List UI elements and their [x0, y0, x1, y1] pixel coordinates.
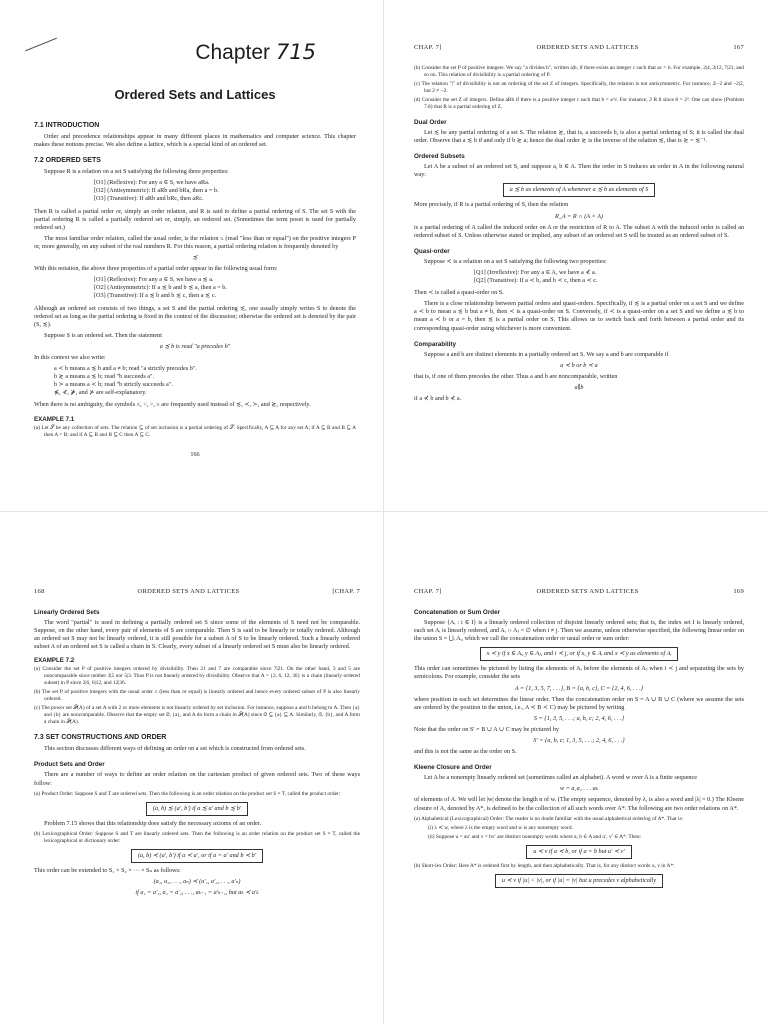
running-header: CHAP. 7] ORDERED SETS AND LATTICES 169 — [414, 588, 744, 595]
paragraph: This order can be extended to S₁ × S₂ × ··· × Sₙ as follows: — [34, 866, 181, 874]
relation-definitions: a ≺ b means a ≾ b and a ≠ b; read "a strictly precedes b". b ≿ a means a ≾ b; read "b succeeds a". b ≻ a means a ≺ b; read "b strictly succeeds a". ⋠, ⊀, ⋡, and ⊁ are self-explanatory. — [54, 365, 197, 397]
example-item: (d) Consider the set Z of integers. Define aRb if there is a positive integer r such that b = a^r. For instance, 2 R 8 since 8 = 2³. One can show (Problem 7.8) that R is a partial ordering of Z. — [414, 97, 744, 110]
quasi-axioms: [Q1] (Irreflexive): For any a ∈ A, we have a ⊀ a. [Q2] (Transitive): If a ≺ b, and b ≺ c, then a ≺ c. — [474, 268, 598, 285]
formula: w = a₁a₂ . . . aₖ — [559, 785, 599, 793]
paragraph: Suppose {Aᵢ : i ∈ I} is a linearly ordered collection of disjoint linearly ordered sets; that is, the index set I is linearly ordered, each set Aᵢ is linearly ordered, and Aᵢ ∩ Aⱼ = ∅ when i ≠ j. Then we assume, unless otherwise specified, the following linear order on the union S = ⋃ᵢ Aᵢ, which we call the concatenation order or usual order or sum order: — [414, 619, 744, 643]
paragraph: Then ≺ is called a quasi-order on S. — [414, 289, 504, 297]
paragraph: In this context we also write: — [34, 353, 106, 361]
concatenation-heading: Concatenation or Sum Order — [414, 609, 501, 616]
paragraph: and this is not the same as the order on S. — [414, 748, 517, 756]
example-7-1-heading: EXAMPLE 7.1 — [34, 415, 75, 423]
paragraph: The most familiar order relation, called the usual order, is the relation ≤ (read "less than or equal") on the positive integers P or, more generally, on any subset of the real numbers R. For this reason, a partial ordering relation is frequently denoted by — [34, 234, 356, 250]
paragraph: that is, if one of them precedes the other. Thus a and b are noncomparable, written — [414, 372, 618, 380]
order-axioms-1: [O1] (Reflexive): For any a ∈ S, we have aRa. [O2] (Antisymmetric): If aRb and bRa, then a = b. [O3] (Transitive): If aRb and bRc, then aRc. — [94, 179, 219, 203]
paragraph: There is a close relationship between partial orders and quasi-orders. Specifically, if ≾ is a partial order on a set S and we define a ≺ b to mean a ≾ b but a ≠ b, then ≺ is a quasi-order on S. Conversely, if ≺ is a quasi-order on a set S and we define a ≾ b to mean a ≺ b or a = b, then ≾ is a partial order on S. This allows us to switch back and forth between a partial order and its corresponding quasi-order using whichever is more convenient. — [414, 300, 744, 332]
running-header: CHAP. 7] ORDERED SETS AND LATTICES 167 — [414, 44, 744, 51]
page-number: 166 — [190, 450, 200, 458]
ordered-subsets-heading: Ordered Subsets — [414, 153, 465, 161]
paragraph: where position in each set determines the linear order. Then the concatenation order on S = A ∪ B ∪ C (where we assume the sets are ordered by the position in the union, i.e., A ≺ B ≺ C) may be pictured by writing — [414, 695, 744, 711]
list-item: (a) Product Order: Suppose S and T are ordered sets. Then the following is an order relation on the product set S × T, called the product order: — [34, 790, 341, 797]
boxed-formula: (a, b) ≺ (a′, b′) if a ≺ a′, or if a = a′ and b ≺ b′ — [131, 849, 263, 863]
formula: (a₁, a₂, . . ., aₙ) ≺ (a′₁, a′₂, . . ., a′ₙ) — [153, 878, 241, 886]
paragraph: is a partial ordering of A called the induced order on A or the restriction of R to A. The subset A with the induced order is called an ordered subset of S. Unless otherwise stated or implied, any subset of an ordered set S will be treated as an ordered subset of S. — [414, 223, 744, 239]
chapter-handwritten: 15 — [289, 40, 316, 64]
formula: S′ = {a, b, c; 1, 3, 5, . . .; 2, 4, 6, . . .} — [533, 737, 625, 745]
example-7-2-heading: EXAMPLE 7.2 — [34, 657, 75, 665]
formula: a ≺ b or b ≺ a — [560, 361, 598, 369]
section-7-1-text: Order and precedence relationships appear in many different places in mathematics and computer science. This chapter makes these notions precise. We also define a lattice, which is a special kind of an ordered set. — [34, 133, 356, 149]
paragraph: When there is no ambiguity, the symbols ≤, <, >, ≥ are frequently used instead of ≾, ≺, ≻, and ≿, respectively. — [34, 401, 311, 409]
example-item: (a) Let 𝒮 be any collection of sets. The relation ⊆ of set inclusion is a partial ordering of 𝒮. Specifically, A ⊆ A for any set A; if A ⊆ B and B ⊆ A then A = B; and if A ⊆ B and B ⊆ C then A ⊆ C. — [34, 424, 356, 438]
precedes-symbol: ≾ — [192, 254, 198, 262]
read-line: a ≾ b is read "a precedes b" — [159, 342, 231, 350]
paragraph: Let A be a nonempty linearly ordered set (sometimes called an alphabet). A word w over A is a finite sequence — [424, 774, 698, 782]
paragraph: Although an ordered set consists of two things, a set S and the partial ordering ≾, one usually simply writes S to denote the ordered set as long as the partial ordering is fixed in the context of the discussion; otherwise the ordered set is denoted by the pair (S, ≾). — [34, 304, 356, 328]
boxed-formula: (a, b) ≾ (a′, b′) if a ≾ a′ and b ≾ b′ — [146, 802, 248, 816]
section-7-2-heading: 7.2 ORDERED SETS — [34, 157, 101, 165]
page-166 — [0, 0, 384, 512]
chapter-heading: Chapter 715 — [195, 40, 316, 64]
paragraph: Let ≾ be any partial ordering of a set S. The relation ≿, that is, a succeeds b, is also a partial ordering of S; it is called the dual order. Observe that a ≾ b if and only if b ≿ a; hence the dual order ≿ is the inverse of the relation ≾, that is ≿ = ≾⁻¹. — [414, 129, 744, 145]
page-169 — [384, 512, 768, 1024]
example-item: (c) The relation "|" of divisibility is not an ordering of the set Z of integers. Specifically, the relation is not antisymmetric. For instance, 2|−2 and −2|2, but 2 ≠ −2. — [414, 81, 744, 94]
paragraph: Note that the order on S′ = B ∪ A ∪ C may be pictured by — [414, 725, 559, 733]
linearly-ordered-heading: Linearly Ordered Sets — [34, 609, 100, 616]
paragraph: The word "partial" is used in defining a partially ordered set S since some of the elements of S need not be comparable. Suppose, on the other hand, every pair of elements of S are comparable. Then S is said to be linearly or totally ordered. Although an ordered set S may not be linearly ordered, it is still possible for a subset A of S to be linearly ordered. Such a linearly ordered subset A of an ordered set S is called a chain in S. Clearly, every subset of a linearly ordered set S must also be linearly ordered. — [34, 619, 360, 651]
list-item: (b) Short-lex Order: Here A* is ordered first by length, and then alphabetically. That is, for any distinct words u, v in A*: — [414, 862, 675, 869]
list-item: (ii) Suppose u = au′ and v = bv′ are distinct nonempty words where a, b ∈ A and u′, v′ ∈ A*. Then: — [428, 833, 642, 840]
paragraph: This order can sometimes be pictured by listing the elements of Aᵢ before the elements of Aⱼ when i ≺ j and separating the sets by semicolons. For example, consider the sets — [414, 665, 744, 681]
page-167 — [384, 0, 768, 512]
comparability-heading: Comparability — [414, 340, 456, 348]
formula: A = {1, 3, 5, 7, . . .}, B = {a, b, c}, C = {2, 4, 6, . . .} — [514, 684, 644, 692]
paragraph: Suppose a and b are distinct elements in a partially ordered set S. We say a and b are comparable if — [424, 350, 669, 358]
order-axioms-2: [O1] (Reflexive): For any a ∈ S, we have a ≾ a. [O2] (Antisymmetric): If a ≾ b and b ≾ a, then a = b. [O3] (Transitive): If a ≾ b and b ≾ c, then a ≾ c. — [94, 276, 227, 300]
paragraph: Suppose S is an ordered set. Then the statement — [44, 331, 162, 339]
paragraph: Let A be a subset of an ordered set S, and suppose a, b ∈ A. Then the order in S induces an order in A in the following natural way: — [414, 163, 744, 179]
kleene-heading: Kleene Closure and Order — [414, 764, 492, 772]
boxed-formula: a ≾ b as elements of A whenever a ≾ b as elements of S — [503, 183, 656, 197]
running-header: 168 ORDERED SETS AND LATTICES [CHAP. 7 — [34, 588, 360, 595]
paragraph: Then R is called a partial order or, simply an order relation, and R is said to define a partial ordering of S. The set S with the partial ordering R is called a partially ordered set or, simply, an ordered set. (Sometimes the term poset is used for partially ordered set.) — [34, 207, 356, 231]
page-168 — [0, 512, 384, 1024]
paragraph: There are a number of ways to define an order relation on the cartesian product of given ordered sets. Two of these ways follow: — [34, 771, 360, 787]
chapter-title: Ordered Sets and Lattices — [114, 87, 276, 102]
boxed-formula: u ≺ v if a ≺ b, or if a = b but u′ ≺ v′ — [526, 845, 632, 859]
list-item: (a) Alphabetical (Lexicographical) Order: The reader is no doubt familiar with the usual alphabetical ordering of A*. That is: — [414, 815, 684, 822]
boxed-formula: u ≺ v if |u| < |v|, or if |u| = |v| but u precedes v alphabetically — [495, 874, 663, 888]
section-7-3-heading: 7.3 SET CONSTRUCTIONS AND ORDER — [34, 734, 167, 742]
paragraph: Problem 7.15 shows that this relationship does satisfy the necessary axioms of an order. — [44, 819, 262, 827]
dual-order-heading: Dual Order — [414, 119, 447, 126]
list-item: (b) Lexicographical Order: Suppose S and T are linearly ordered sets. Then the following is an order relation on the product set S × T, called the lexicographical or dictionary order: — [34, 830, 360, 844]
example-item: (b) The set P of positive integers with the usual order ≤ (less than or equal) is linearly ordered and hence every ordered subset of P is also linearly ordered. — [34, 689, 360, 703]
formula: a∥b — [574, 383, 584, 391]
formula: S = {1, 3, 5, . . .; a, b, c; 2, 4, 6, . . .} — [533, 714, 625, 722]
example-item: (b) Consider the set P of positive integers. We say "a divides b", written a|b, if there exists an integer c such that ac = b. For example, 2|4, 3|12, 7|21, and so on. This relation of divisibility is a partial ordering of P. — [414, 65, 744, 78]
example-item: (a) Consider the set P of positive integers ordered by divisibility. Then 21 and 7 are comparable since 7|21. On the other hand, 3 and 5 are noncomparable since neither 3|5 nor 5|3. Thus P is not linearly ordered by divisibility. Observe that A = {2, 6, 12, 36} is a chain (linearly ordered subset) in P since 2|6, 6|12, and 12|36. — [34, 666, 360, 687]
paragraph: of elements of A. We will let |w| denote the length n of w. (The empty sequence, denoted by λ, is also a word and |λ| = 0.) The Kleene closure of A, denoted by A*, is defined to be the collection of all such words over A*. The following are two order relations on A*. — [414, 796, 744, 812]
product-sets-heading: Product Sets and Order — [34, 761, 105, 769]
paragraph: if a ⊀ b and b ⊀ a. — [414, 394, 462, 402]
paragraph: This section discusses different ways of defining an order on a set which is constructed from ordered sets. — [44, 745, 306, 753]
example-item: (c) The power set 𝒫(A) of a set A with 2 or more elements is not linearly ordered by set inclusion. For instance, suppose a and b belong to A. Then {a} and {b} are noncomparable. Observe that the empty set ∅, {a}, and A do form a chain in 𝒫(A) since ∅ ⊆ {a} ⊆ A. Similarly, ∅, {b}, and A form a chain in 𝒫(A). — [34, 705, 360, 726]
formula: if a₁ = a′₁, a₂ = a′₂, . . ., aₖ₋₁ = a′ₖ₋₁, but aₖ ≺ a′ₖ — [135, 889, 259, 897]
paragraph: With this notation, the above three properties of a partial order appear in the following usual form: — [34, 265, 278, 273]
chapter-number: 7 — [275, 40, 290, 64]
paragraph: Suppose ≺ is a relation on a set S satisfying the following two properties: — [424, 257, 607, 265]
formula: R_A = R ∩ (A × A) — [555, 212, 603, 220]
section-7-2-intro: Suppose R is a relation on a set S satisfying the following three properties: — [44, 168, 229, 176]
section-7-1-heading: 7.1 INTRODUCTION — [34, 122, 100, 129]
paragraph: More precisely, if R is a partial ordering of S, then the relation — [414, 201, 569, 209]
quasi-order-heading: Quasi-order — [414, 247, 450, 255]
list-item: (i) λ ≺ w, where λ is the empty word and w is any nonempty word. — [428, 824, 573, 831]
boxed-formula: x ≺ y if x ∈ Aᵢ, y ∈ Aⱼ, and i ≺ j, or if x, y ∈ Aᵢ and x ≺ y as elements of Aᵢ — [480, 647, 679, 661]
